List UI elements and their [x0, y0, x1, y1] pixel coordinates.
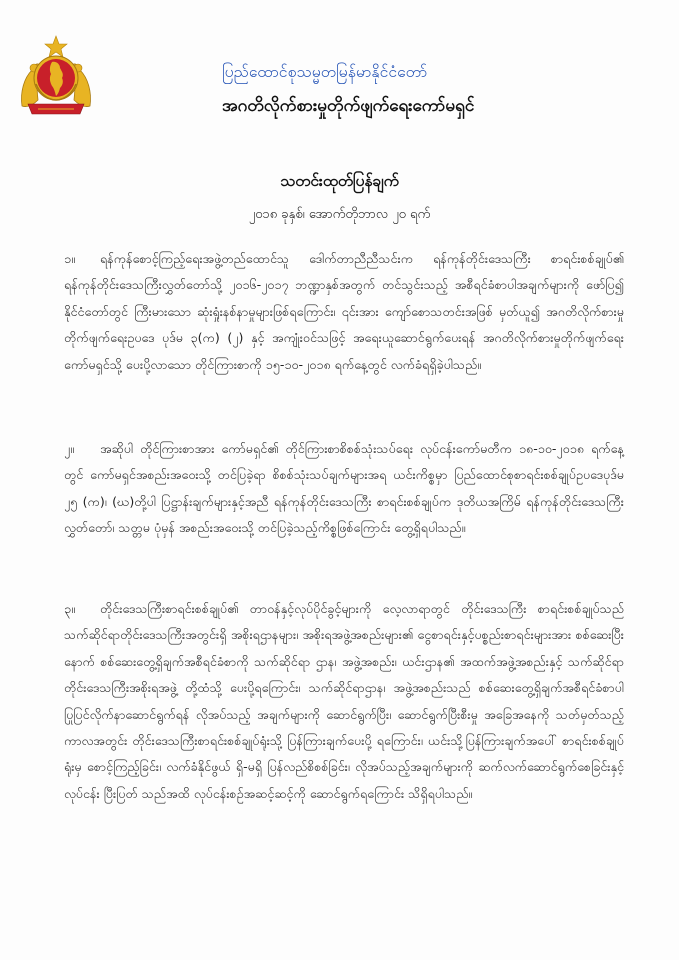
organization-name: ပြည်ထောင်စုသမ္မတမြန်မာနိုင်ငံတော် [222, 63, 428, 81]
document-title: သတင်းထုတ်ပြန်ချက် [280, 172, 399, 190]
paragraph-number: ၁။ [64, 251, 75, 266]
paragraph-2 [64, 436, 624, 542]
state-seal-icon [18, 34, 94, 118]
paragraph-text: ရန်ကုန်စောင့်ကြည့်ရေးအဖွဲ့တည်ထောင်သူ ဒေါက်တာညီညီသင်းက ရန်ကုန်တိုင်းဒေသကြီး စာရင်းစစ်ချုပ်၏ ရန်ကုန်တိုင်းဒေသကြီးလွှတ်တော်သို့ ၂၀၁၆-၂၀၁၇ ဘဏ္ဍာနှစ်အတွက် တင်သွင်းသည့် အစီရင်ခံစာပါအချက်များကို ဖော်ပြ၍ နိုင်ငံတော်တွင် ကြီးမားသော ဆုံးရှုံးနစ်နာမှုများဖြစ်ရကြောင်း၊ ၎င်းအား ကျော်စောသတင်းအဖြစ် မှတ်ယူ၍ အဂတိလိုက်စားမှု တိုက်ဖျက်ရေးဥပဒေ ပုဒ်မ ၃(က) (၂) နှင့် အကျုံးဝင်သဖြင့် အရေးယူဆောင်ရွက်ပေးရန် အဂတိလိုက်စားမှုတိုက်ဖျက်ရေး ကော်မရှင်သို့ ပေးပို့လာသော တိုင်ကြားစာကို ၁၅-၁၀-၂၀၁၈ ရက်နေ့တွင် လက်ခံရရှိခဲ့ပါသည်။ [64, 251, 624, 372]
paragraph-1 [64, 246, 624, 378]
paragraph-number: ၂။ [64, 441, 74, 456]
paragraph-text: တိုင်းဒေသကြီးစာရင်းစစ်ချုပ်၏ တာဝန်နှင့်လုပ်ပိုင်ခွင့်များကို လေ့လာရာတွင် တိုင်းဒေသကြီး စာရင်းစစ်ချုပ်သည် သက်ဆိုင်ရာတိုင်းဒေသကြီးအတွင်းရှိ အစိုးရဌာနများ၊ အစိုးရအဖွဲ့အစည်းများ၏ ငွေစာရင်းနှင့်ပစ္စည်းစာရင်းများအား စစ်ဆေးပြီးနောက် စစ်ဆေးတွေ့ရှိချက်အစီရင်ခံစာကို သက်ဆိုင်ရာ ဌာန၊ အဖွဲ့အစည်း၊ ယင်းဌာန၏ အထက်အဖွဲ့အစည်းနှင့် သက်ဆိုင်ရာ တိုင်းဒေသကြီးအစိုးရအဖွဲ့ တို့ထံသို့ ပေးပို့ရကြောင်း၊ သက်ဆိုင်ရာဌာန၊ အဖွဲ့အစည်းသည် စစ်ဆေးတွေ့ရှိချက်အစီရင်ခံစာပါ ပြုပြင်လိုက်နာဆောင်ရွက်ရန် လိုအပ်သည့် အချက်များကို ဆောင်ရွက်ပြီး၊ ဆောင်ရွက်ပြီးစီးမှု အခြေအနေကို သတ်မှတ်သည့်ကာလအတွင်း တိုင်းဒေသကြီးစာရင်းစစ်ချုပ်ရုံးသို့ ပြန်ကြားချက်ပေးပို့ ရကြောင်း၊ ယင်းသို့ပြန်ကြားချက်အပေါ် စာရင်းစစ်ချုပ်ရုံးမှ စောင့်ကြည့်ခြင်း၊ လက်ခံနိုင်ဖွယ် ရှိ-မရှိ ပြန်လည်စိစစ်ခြင်း၊ လိုအပ်သည့်အချက်များကို ဆက်လက်ဆောင်ရွက်စေခြင်းနှင့် လုပ်ငန်း ပြီးပြတ် သည်အထိ လုပ်ငန်းစဉ်အဆင့်ဆင့်ကို ဆောင်ရွက်ရကြောင်း သိရှိရပါသည်။ [64, 601, 624, 801]
document-date: ၂၀၁၈ ခုနှစ်၊ အောက်တိုဘာလ ၂၀ ရက် [248, 207, 431, 222]
paragraph-number: ၃။ [64, 601, 75, 616]
paragraph-text: အဆိုပါ တိုင်ကြားစာအား ကော်မရှင်၏ တိုင်ကြားစာစိစစ်သုံးသပ်ရေး လုပ်ငန်းကော်မတီက ၁၈-၁၀-၂၀၁၈ ရက်နေ့တွင် ကော်မရှင်အစည်းအဝေးသို့ တင်ပြခဲ့ရာ စိစစ်သုံးသပ်ချက်များအရ ယင်းကိစ္စမှာ ပြည်ထောင်စုစာရင်းစစ်ချုပ်ဥပဒေပုဒ်မ ၂၅ (က)၊ (ဃ)တို့ပါ ပြဋ္ဌာန်းချက်များနှင့်အညီ ရန်ကုန်တိုင်းဒေသကြီး စာရင်းစစ်ချုပ်က ဒုတိယအကြိမ် ရန်ကုန်တိုင်းဒေသကြီးလွှတ်တော်၊ သတ္တမ ပုံမှန် အစည်းအဝေးသို့ တင်ပြခဲ့သည့်ကိစ္စဖြစ်ကြောင်း တွေ့ရှိရပါသည်။ [64, 441, 624, 536]
paragraph-3 [64, 596, 624, 807]
commission-name: အဂတိလိုက်စားမှုတိုက်ဖျက်ရေးကော်မရှင် [222, 96, 475, 116]
